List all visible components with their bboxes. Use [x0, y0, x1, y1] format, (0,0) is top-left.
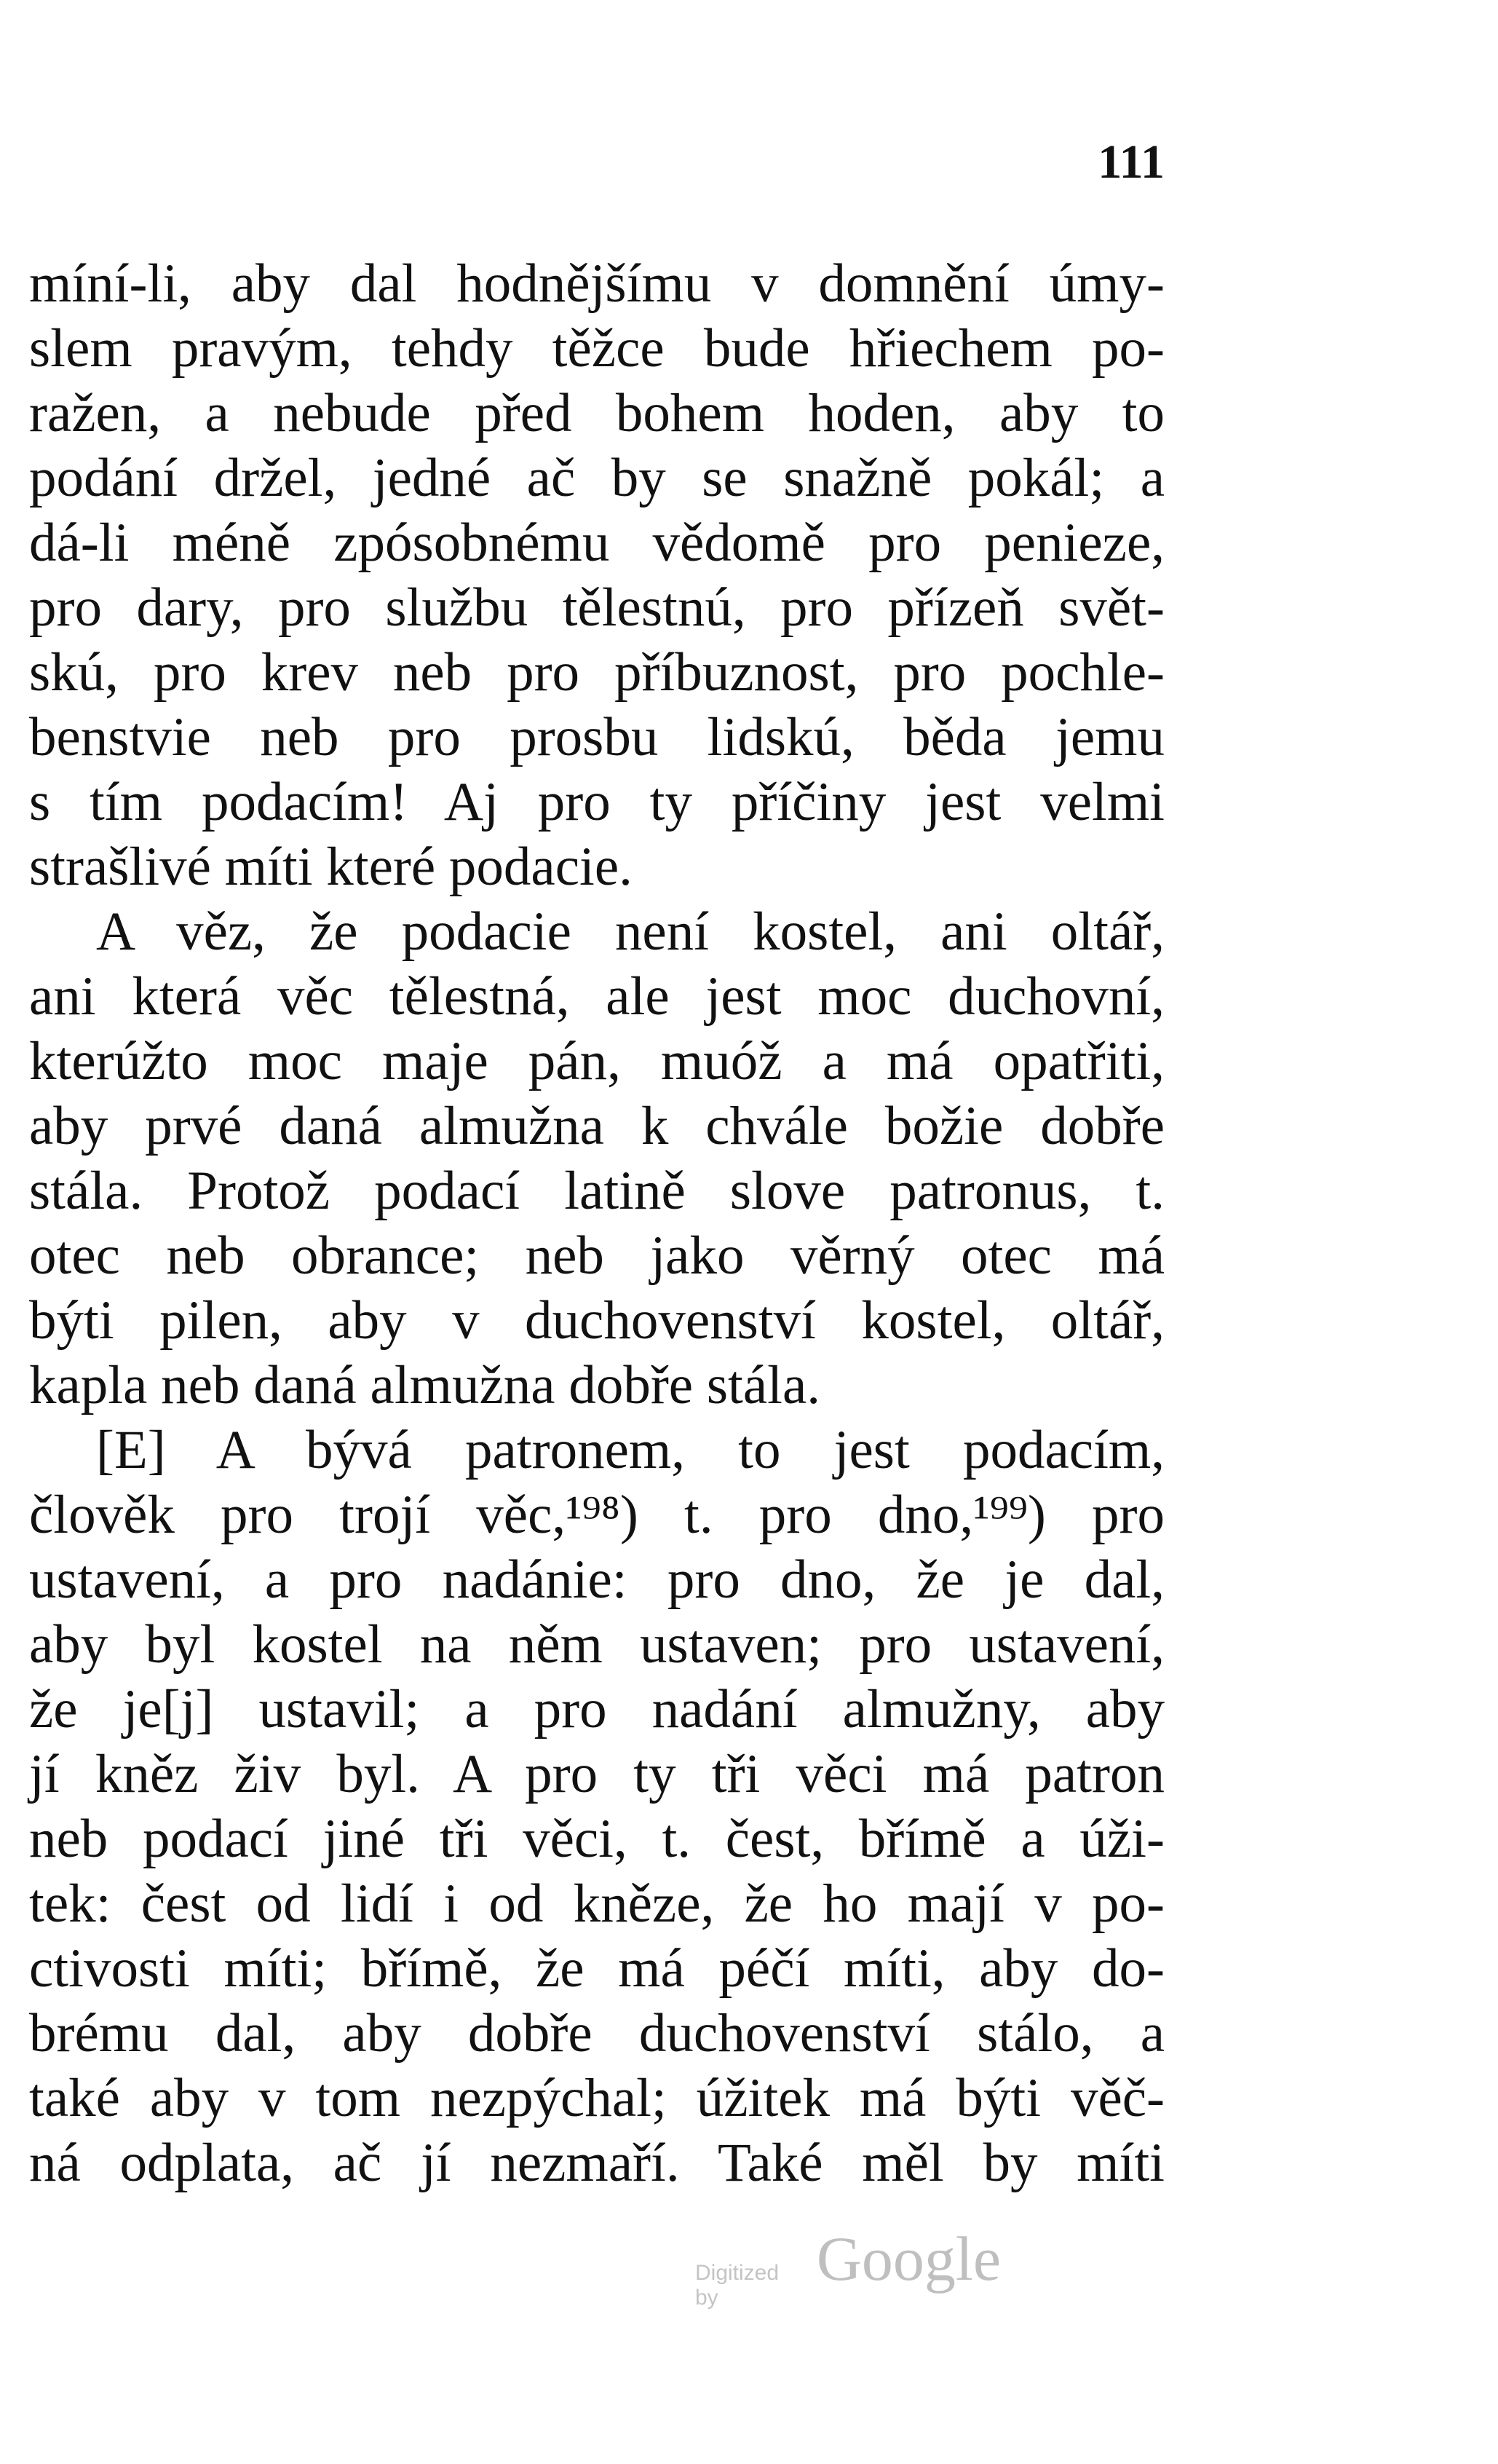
text-line: aby prvé daná almužna k chvále božie dobře: [29, 1096, 1165, 1156]
text-line: tek: čest od lidí i od kněze, že ho mají v po-: [29, 1873, 1165, 1934]
text-line: ani která věc tělestná, ale jest moc duchovní,: [29, 966, 1165, 1027]
text-line: kapla neb daná almužna dobře stála.: [29, 1355, 821, 1415]
text-line: neb podací jiné tři věci, t. čest, břímě a úži-: [29, 1809, 1165, 1869]
text-line: ražen, a nebude před bohem hoden, aby to: [29, 383, 1165, 443]
text-line: skú, pro krev neb pro příbuznost, pro pochle-: [29, 642, 1165, 703]
text-line: kterúžto moc maje pán, muóž a má opatřiti,: [29, 1031, 1165, 1091]
page-number: 111: [1098, 135, 1165, 189]
text-line: stála. Protož podací latině slove patronus, t.: [29, 1161, 1165, 1221]
text-line: aby byl kostel na něm ustaven; pro ustavení,: [29, 1614, 1165, 1675]
text-line: jí kněz živ byl. A pro ty tři věci má patron: [29, 1744, 1165, 1804]
text-line: ctivosti míti; břímě, že má péčí míti, aby do-: [29, 1938, 1165, 1999]
text-line: podání držel, jedné ač by se snažně pokál; a: [29, 448, 1165, 508]
text-line: ná odplata, ač jí nezmaří. Také měl by míti: [29, 2133, 1165, 2193]
text-line: otec neb obrance; neb jako věrný otec má: [29, 1225, 1165, 1286]
text-line: s tím podacím! Aj pro ty příčiny jest velmi: [29, 772, 1165, 832]
text-line: míní-li, aby dal hodnějšímu v domnění úmy-: [29, 253, 1165, 314]
text-line: ustavení, a pro nadánie: pro dno, že je dal,: [29, 1549, 1165, 1610]
text-line: strašlivé míti které podacie.: [29, 837, 633, 897]
text-line: pro dary, pro službu tělestnú, pro přízeň svět-: [29, 577, 1165, 638]
text-line: že je[j] ustavil; a pro nadání almužny, aby: [29, 1679, 1165, 1740]
watermark-prefix: Digitized by: [695, 2261, 780, 2310]
text-line: člověk pro trojí věc,¹⁹⁸) t. pro dno,¹⁹⁹) pro: [29, 1485, 1165, 1545]
text-line: býti pilen, aby v duchovenství kostel, oltář,: [29, 1290, 1165, 1351]
text-line: brému dal, aby dobře duchovenství stálo, a: [29, 2003, 1165, 2064]
body-text: [29, 251, 1165, 2195]
text-line: slem pravým, tehdy těžce bude hřiechem po-: [29, 318, 1165, 379]
text-line: dá-li méně zpósobnému vědomě pro penieze,: [29, 513, 1165, 573]
google-logo: Google: [816, 2224, 1001, 2294]
digitized-watermark: [695, 2222, 1001, 2310]
paragraph-start-line: A věz, že podacie není kostel, ani oltář,: [96, 901, 1165, 962]
text-line: také aby v tom nezpýchal; úžitek má býti věč-: [29, 2068, 1165, 2128]
paragraph-start-line: [E] A bývá patronem, to jest podacím,: [96, 1420, 1165, 1480]
text-line: benstvie neb pro prosbu lidskú, běda jemu: [29, 707, 1165, 767]
